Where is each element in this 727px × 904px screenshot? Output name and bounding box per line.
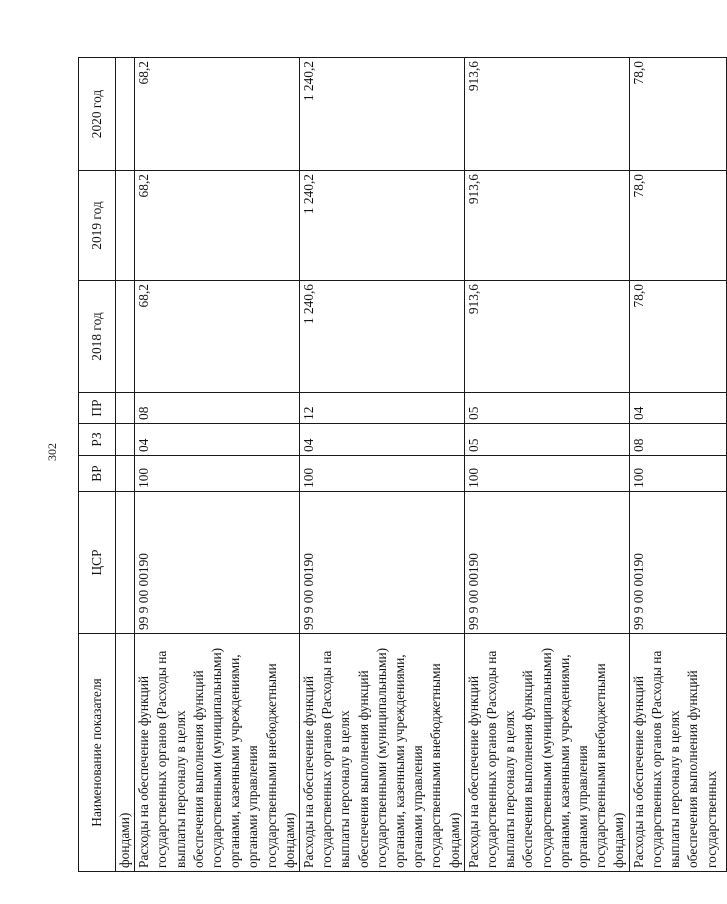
table-header-row [79, 58, 116, 872]
row-name-cell: Расходы на обеспечение функций государственных органов (Расходы на выплаты персоналу в целях обеспечения выполнения функций государственными (муниципальными) органами, казенными учреждениями, органами управления государственными внебюджетными фондами) [464, 634, 629, 872]
row-vr-cell: 100 [629, 456, 726, 492]
header-2020: 2020 год [79, 58, 116, 171]
page-number: 302 [45, 443, 59, 461]
budget-table [78, 57, 727, 872]
table-row [629, 58, 726, 872]
header-pr: ПР [79, 393, 116, 424]
continuation-row [116, 58, 135, 872]
row-2018-cell: 913,6 [464, 281, 629, 393]
row-vr-cell: 100 [135, 456, 300, 492]
row-2019-cell: 78,0 [629, 171, 726, 281]
row-rz-cell: 05 [464, 424, 629, 456]
row-2019-cell: 913,6 [464, 171, 629, 281]
row-csr-cell: 99 9 00 00190 [300, 492, 465, 634]
row-vr-cell: 100 [464, 456, 629, 492]
row-rz-cell: 08 [629, 424, 726, 456]
row-2020-cell: 78,0 [629, 58, 726, 171]
row-pr-cell: 05 [464, 393, 629, 424]
row-csr-cell: 99 9 00 00190 [629, 492, 726, 634]
landscape-page [78, 58, 719, 872]
empty-cell [116, 58, 135, 171]
empty-cell [116, 393, 135, 424]
empty-cell [116, 492, 135, 634]
empty-cell [116, 171, 135, 281]
header-2018: 2018 год [79, 281, 116, 393]
row-pr-cell: 12 [300, 393, 465, 424]
row-2018-cell: 78,0 [629, 281, 726, 393]
row-2020-cell: 68,2 [135, 58, 300, 171]
header-csr: ЦСР [79, 492, 116, 634]
row-rz-cell: 04 [300, 424, 465, 456]
row-2019-cell: 1 240,2 [300, 171, 465, 281]
header-2019: 2019 год [79, 171, 116, 281]
row-2018-cell: 68,2 [135, 281, 300, 393]
row-name-cell: Расходы на обеспечение функций государственных органов (Расходы на выплаты персоналу в целях обеспечения выполнения функций государственными (муниципальными) органами, казенными учреждениями, органами управления государственными внебюджетными фондами) [300, 634, 465, 872]
row-rz-cell: 04 [135, 424, 300, 456]
row-2020-cell: 1 240,2 [300, 58, 465, 171]
row-pr-cell: 08 [135, 393, 300, 424]
row-2018-cell: 1 240,6 [300, 281, 465, 393]
row-pr-cell: 04 [629, 393, 726, 424]
empty-cell [116, 456, 135, 492]
row-2020-cell: 913,6 [464, 58, 629, 171]
empty-cell [116, 424, 135, 456]
table-row [464, 58, 629, 872]
rotated-table-frame [78, 58, 719, 872]
empty-cell [116, 281, 135, 393]
continuation-cell: фондами) [116, 634, 135, 872]
table-row [135, 58, 300, 872]
row-vr-cell: 100 [300, 456, 465, 492]
row-csr-cell: 99 9 00 00190 [135, 492, 300, 634]
table-row [300, 58, 465, 872]
header-name: Наименование показателя [79, 634, 116, 872]
row-2019-cell: 68,2 [135, 171, 300, 281]
header-vr: ВР [79, 456, 116, 492]
row-name-cell: Расходы на обеспечение функций государственных органов (Расходы на выплаты персоналу в целях обеспечения выполнения функций государственными (муниципальными) органами, казенными учреждениями, органами управления государственными внебюджетными фондами) [135, 634, 300, 872]
row-csr-cell: 99 9 00 00190 [464, 492, 629, 634]
header-rz: РЗ [79, 424, 116, 456]
row-name-cell: Расходы на обеспечение функций государственных органов (Расходы на выплаты персоналу в целях обеспечения выполнения функций государственных [629, 634, 726, 872]
